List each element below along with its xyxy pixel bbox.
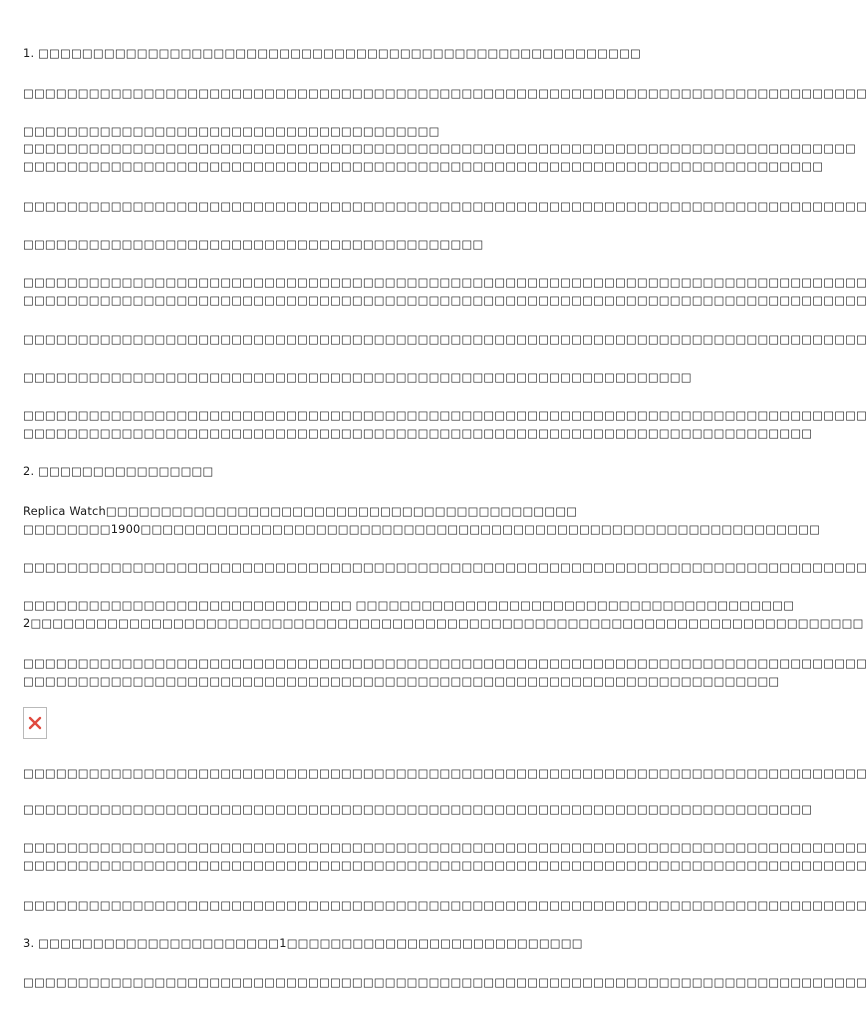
paragraph-line: □□□□□□□□□□□□□□□□□□□□□□□□□□□□□□□□□□□□□□ xyxy=(23,124,440,138)
paragraph-line: □□□□□□□□□□□□□□□□□□□□□□□□□□□□□□□□□□□□□□□□□□□□□□□□□□□□□□□□□□□□□□□□□□□□□□□□□□□□□ xyxy=(23,766,867,780)
paragraph-line: Replica Watch□□□□□□□□□□□□□□□□□□□□□□□□□□□□□□□□□□□□□□□□□□□ xyxy=(23,504,578,518)
paragraph-line: □□□□□□□□□□□□□□□□□□□□□□□□□□□□□□□□□□□□□□□□□□□□□□□□□□□□□□□□□□□□□□□□□□□□□□□□□□□□ xyxy=(23,141,857,155)
paragraph-line: □□□□□□□□□□□□□□□□□□□□□□□□□□□□□□□□□□□□□□□□□□□□□□□□□□□□□□□□□□□□□□□□□□□□□□□□□□□□□ xyxy=(23,840,867,854)
paragraph-line: □□□□□□□□□□□□□□□□□□□□□□□□□□□□□□□□□□□□□□□□□□□□□□□□□□□□□□□□□□□□□ xyxy=(23,370,692,384)
paragraph-line: 2□□□□□□□□□□□□□□□□□□□□□□□□□□□□□□□□□□□□□□□□□□□□□□□□□□□□□□□□□□□□□□□□□□□□□□□□□□□□ xyxy=(23,616,864,630)
paragraph-line: □□□□□□□□□□□□□□□□□□□□□□□□□□□□□□□□□□□□□□□□□□□□□□□□□□□□□□□□□□□□□□□□□□□□□□□□□ xyxy=(23,159,824,173)
paragraph-line: □□□□□□□□□□□□□□□□□□□□□□□□□□□□□□□□□□□□□□□□□□□□□□□□□□□□□□□□□□□□□□□□□□□□□□□□□□□□□ xyxy=(23,656,867,670)
paragraph-line: □□□□□□□□□□□□□□□□□□□□□□□□□□□□□□□□□□□□□□□□□□□□□□□□□□□□□□□□□□□□□□□□□□□□□□□□□□□□□ xyxy=(23,858,867,872)
paragraph-line: □□□□□□□□□□□□□□□□□□□□□□□□□□□□□□□□□□□□□□□□□□□□□□□□□□□□□□□□□□□□□□□□□□□□□□□□ xyxy=(23,426,813,440)
heading-3: 3. □□□□□□□□□□□□□□□□□□□□□□1□□□□□□□□□□□□□□□□□□□□□□□□□□□ xyxy=(23,936,583,950)
paragraph-line: □□□□□□□□□□□□□□□□□□□□□□□□□□□□□□□□□□□□□□□□□□□□□□□□□□□□□□□□□□□□□□□□□□□□□□□□□□□□□ xyxy=(23,332,867,346)
paragraph-line: □□□□□□□□□□□□□□□□□□□□□□□□□□□□□□□□□□□□□□□□□□□□□□□□□□□□□□□□□□□□□□□□□□□□□□□□ xyxy=(23,802,813,816)
paragraph-line: □□□□□□□□□□□□□□□□□□□□□□□□□□□□□□□□□□□□□□□□□□□□□□□□□□□□□□□□□□□□□□□□□□□□□ xyxy=(23,674,780,688)
broken-image-icon xyxy=(28,716,42,730)
paragraph-line: □□□□□□□□□□□□□□□□□□□□□□□□□□□□□□□□□□□□□□□□□□□□□□□□□□□□□□□□□□□□□□□□□□□□□□□□□□□□□ xyxy=(23,199,867,213)
paragraph-line: □□□□□□□□□□□□□□□□□□□□□□□□□□□□□□□□□□□□□□□□□□□□□□□□□□□□□□□□□□□□□□□□□□□□□□□□□□□□□ xyxy=(23,975,867,989)
paragraph-line: □□□□□□□□□□□□□□□□□□□□□□□□□□□□□□□□□□□□□□□□□□□□□□□□□□□□□□□□□□□□□□□□□□□□□□□□□□□□□ xyxy=(23,560,867,574)
broken-image-placeholder xyxy=(23,707,47,739)
heading-2: 2. □□□□□□□□□□□□□□□□ xyxy=(23,464,214,478)
paragraph-line: □□□□□□□□□□□□□□□□□□□□□□□□□□□□□□□□□□□□□□□□□□□□□□□□□□□□□□□□□□□□□□□□□□□□□□□□□□□□□ xyxy=(23,408,867,422)
paragraph-line: □□□□□□□□□□□□□□□□□□□□□□□□□□□□□□□□□□□□□□□□□□□□□□□□□□□□□□□□□□□□□□□□□□□□□□□□□□□□□ xyxy=(23,275,867,289)
paragraph-line: □□□□□□□□1900□□□□□□□□□□□□□□□□□□□□□□□□□□□□□□□□□□□□□□□□□□□□□□□□□□□□□□□□□□□□□□ xyxy=(23,522,821,536)
paragraph-line: □□□□□□□□□□□□□□□□□□□□□□□□□□□□□□□□□□□□□□□□□□□□□□□□□□□□□□□□□□□□□□□□□□□□□□□□□□□□□ xyxy=(23,86,867,100)
paragraph-line: □□□□□□□□□□□□□□□□□□□□□□□□□□□□□□□□□□□□□□□□□□ xyxy=(23,237,484,251)
paragraph-line: □□□□□□□□□□□□□□□□□□□□□□□□□□□□□□□□□□□□□□□□□□□□□□□□□□□□□□□□□□□□□□□□□□□□□□□□□□□□□ xyxy=(23,293,867,307)
paragraph-line: □□□□□□□□□□□□□□□□□□□□□□□□□□□□□□□□□□□□□□□□□□□□□□□□□□□□□□□□□□□□□□□□□□□□□□□□□□□□□ xyxy=(23,898,867,912)
paragraph-line: □□□□□□□□□□□□□□□□□□□□□□□□□□□□□□ □□□□□□□□□□□□□□□□□□□□□□□□□□□□□□□□□□□□□□□□ xyxy=(23,598,795,612)
heading-1: 1. □□□□□□□□□□□□□□□□□□□□□□□□□□□□□□□□□□□□□□□□□□□□□□□□□□□□□□□ xyxy=(23,46,642,60)
